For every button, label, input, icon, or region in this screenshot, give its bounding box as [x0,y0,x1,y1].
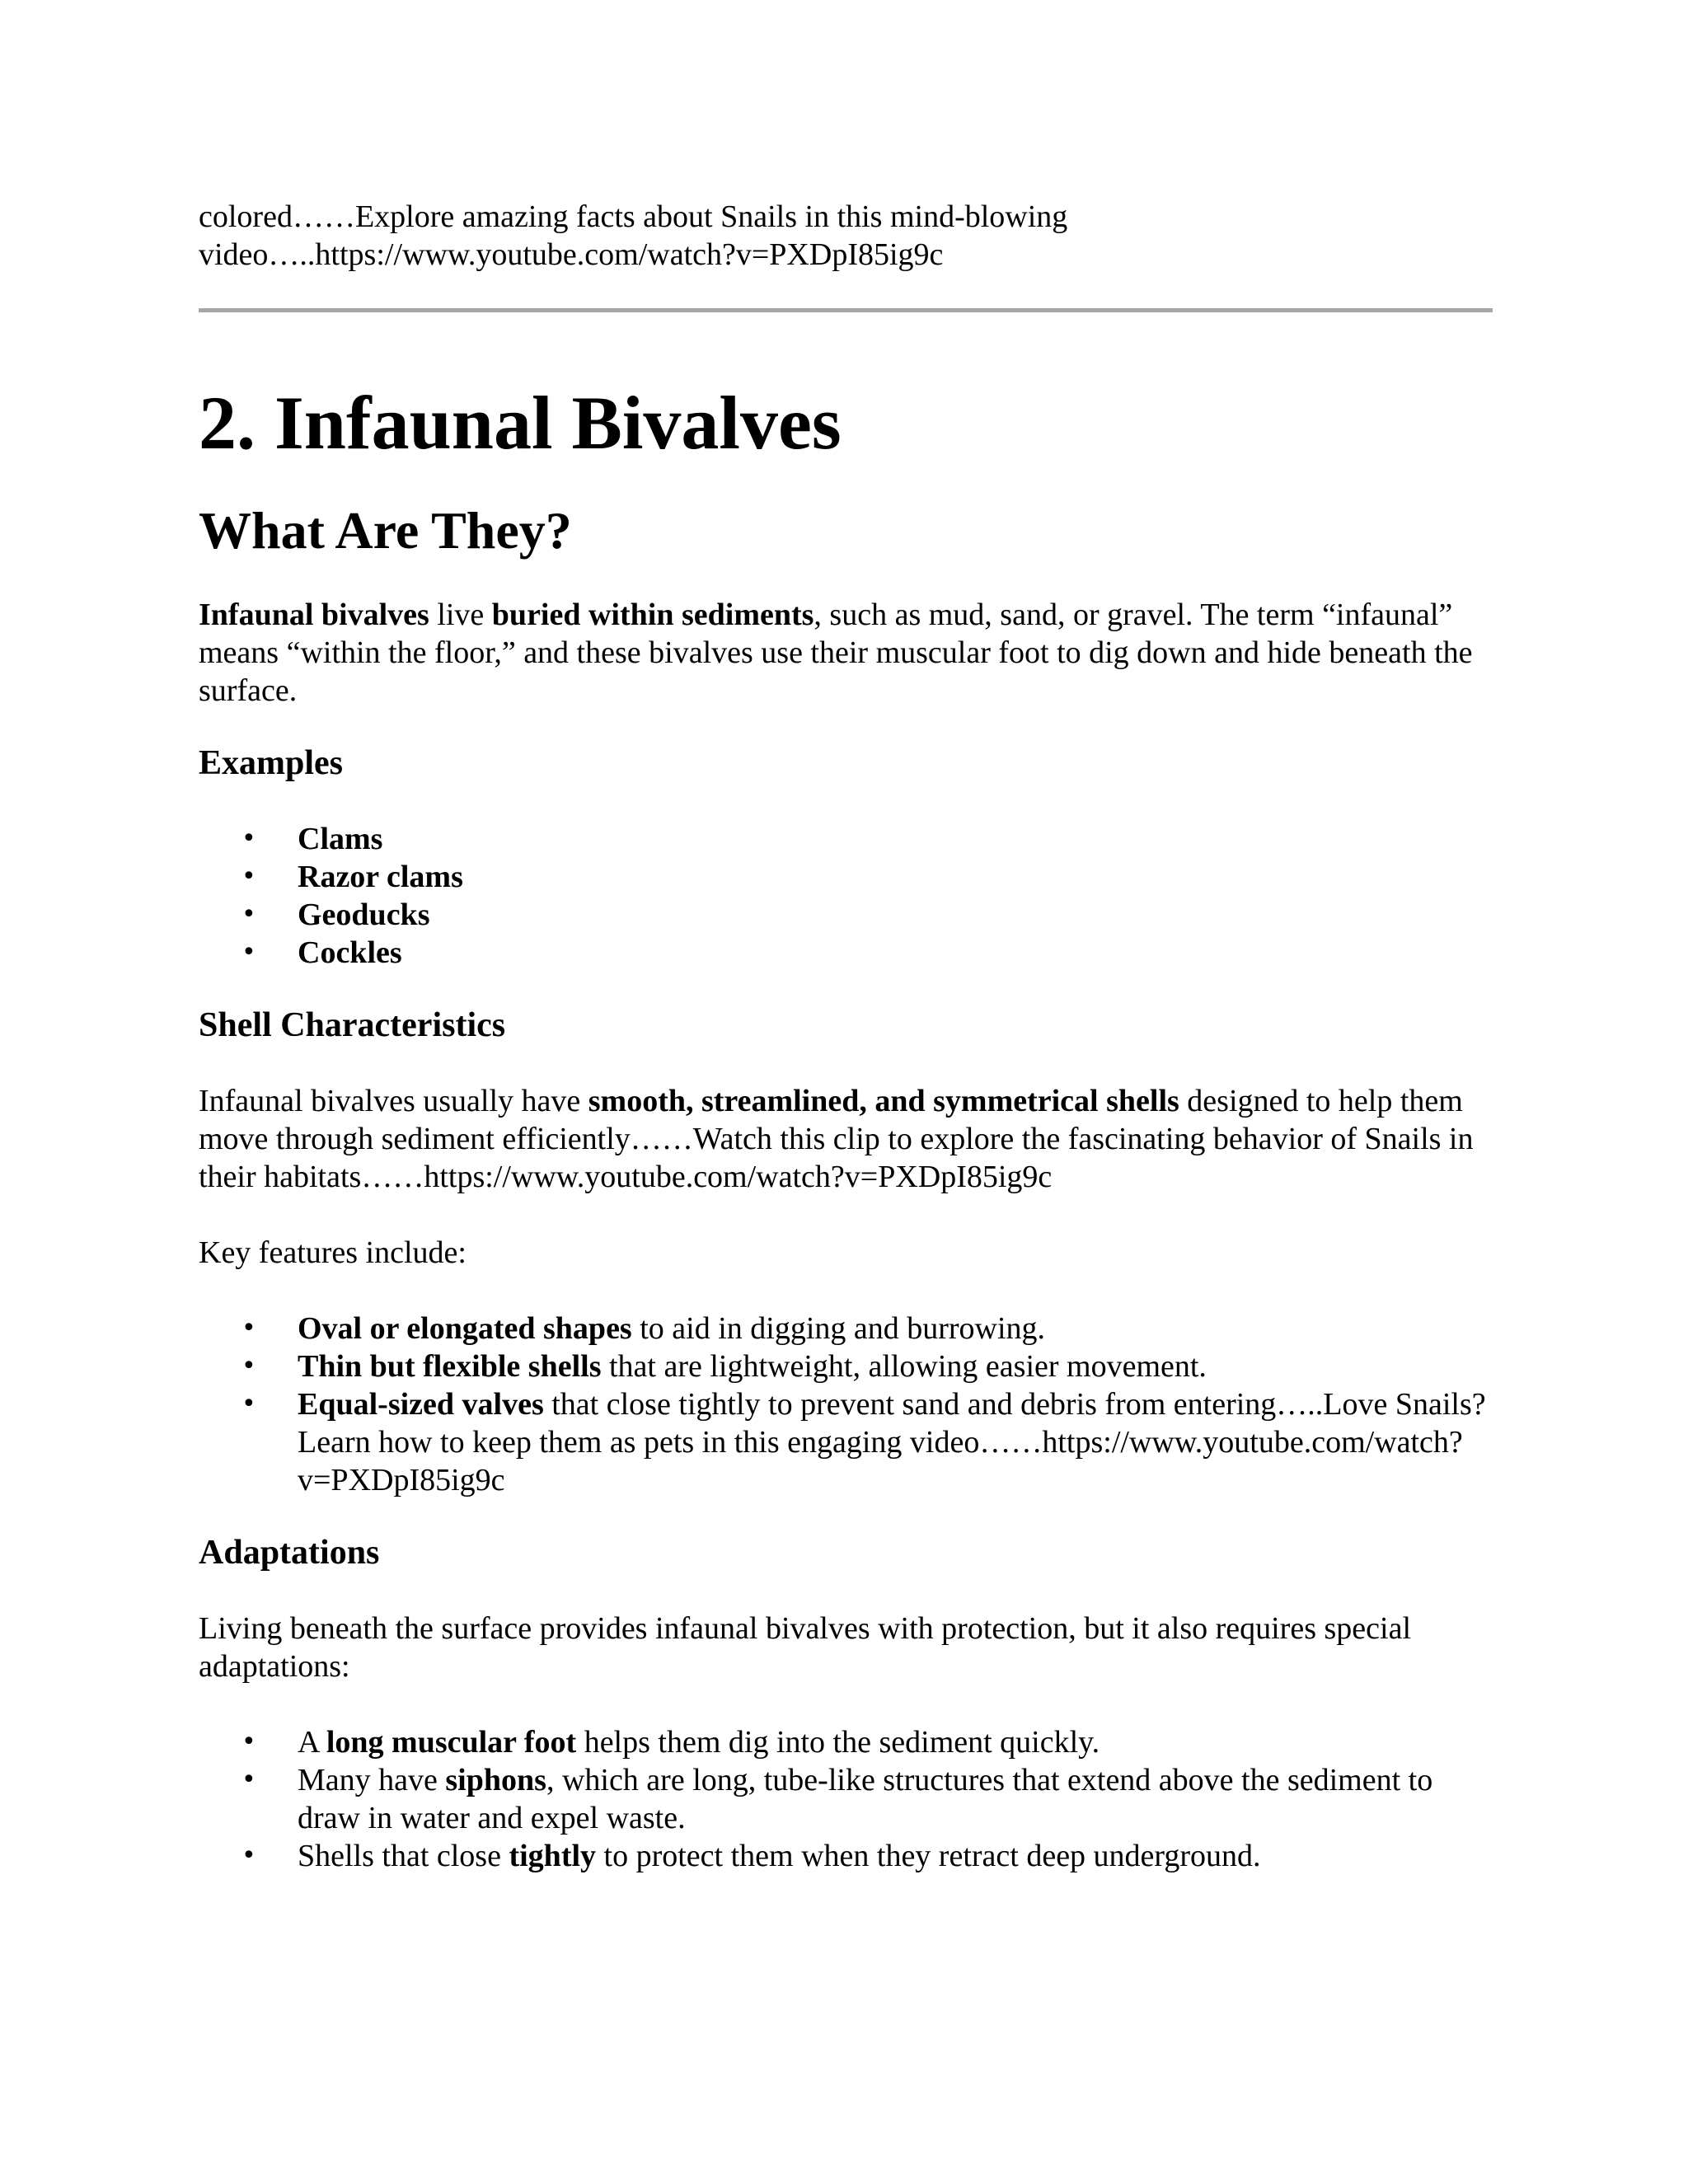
horizontal-rule [199,308,1493,312]
shell-bold-phrase: smooth, streamlined, and symmetrical shells [588,1084,1179,1118]
feature-text: that are lightweight, allowing easier movement. [601,1349,1207,1384]
list-item [199,820,1493,858]
adaptation-text: Shells that close [298,1839,509,1873]
bullet-icon: • [241,938,256,967]
feature-bold: Oval or elongated shapes [298,1311,632,1346]
feature-text: to aid in digging and burrowing. [631,1311,1046,1346]
list-item [199,1837,1493,1875]
feature-bold: Equal-sized valves [298,1387,544,1422]
adaptation-text: A [298,1725,326,1760]
section-heading: 2. Infaunal Bivalves [199,381,842,465]
list-item [199,1385,1493,1499]
example-label: Clams [298,822,383,856]
document-page [199,198,1493,1875]
shell-text: Infaunal bivalves usually have [199,1084,588,1118]
adaptation-text-rest: to protect them when they retract deep underground. [596,1839,1261,1873]
list-item [199,896,1493,934]
adaptations-list [199,1723,1493,1875]
bullet-icon: • [241,1841,256,1870]
adaptation-bold: long muscular foot [326,1725,577,1760]
list-item [199,1310,1493,1347]
bullet-icon: • [241,1390,256,1418]
feature-text: that close tightly to prevent sand and debris from entering…..Love Snails? Learn how to keep them as pets in this engaging video……https://www.youtube.com/watch?v=PXDpI85ig9c [298,1387,1486,1497]
list-item [199,1723,1493,1761]
bullet-icon: • [241,824,256,853]
definition-text-rest: , such as mud, sand, or gravel. The term “infaunal” means “within the floor,” and these bivalves use their muscular foot to dig down and hide beneath the surface. [199,598,1473,708]
shell-paragraph [199,1082,1493,1196]
definition-text: live [429,598,492,632]
list-item [199,858,1493,896]
definition-bold-term: Infaunal bivalves [199,598,429,632]
bullet-icon: • [241,900,256,929]
list-item [199,934,1493,972]
intro-paragraph: colored……Explore amazing facts about Snails in this mind-blowing video…..https://www.youtube.com/watch?v=PXDpI85ig9c [199,199,1068,272]
bullet-icon: • [241,1314,256,1343]
adaptation-bold: tightly [509,1839,597,1873]
adaptation-text: Many have [298,1763,446,1797]
example-label: Geoducks [298,898,430,932]
shell-text-rest: designed to help them move through sediment efficiently……Watch this clip to explore the fascinating behavior of Snails in their habitats……https://www.youtube.com/watch?v=PXDpI85ig9c [199,1084,1474,1194]
list-item [199,1347,1493,1385]
example-label: Cockles [298,935,402,970]
definition-paragraph [199,596,1493,710]
adaptation-text-rest: helps them dig into the sediment quickly. [576,1725,1100,1760]
examples-list [199,820,1493,972]
key-features-intro: Key features include: [199,1235,467,1270]
adaptation-bold: siphons [445,1763,546,1797]
adaptation-text-rest: , which are long, tube-like structures that extend above the sediment to draw in water and expel waste. [298,1763,1433,1835]
list-item [199,1761,1493,1837]
example-label: Razor clams [298,860,463,894]
subheading-adaptations: Adaptations [199,1534,380,1572]
feature-bold: Thin but flexible shells [298,1349,602,1384]
bullet-icon: • [241,1727,256,1756]
key-features-list [199,1310,1493,1499]
subheading-shell-characteristics: Shell Characteristics [199,1006,506,1044]
subheading-what-are-they: What Are They? [199,501,572,560]
adaptations-paragraph: Living beneath the surface provides infaunal bivalves with protection, but it also requires special adaptations: [199,1611,1411,1684]
bullet-icon: • [241,862,256,891]
definition-bold-phrase: buried within sediments [491,598,814,632]
subheading-examples: Examples [199,744,344,782]
bullet-icon: • [241,1352,256,1380]
bullet-icon: • [241,1765,256,1794]
